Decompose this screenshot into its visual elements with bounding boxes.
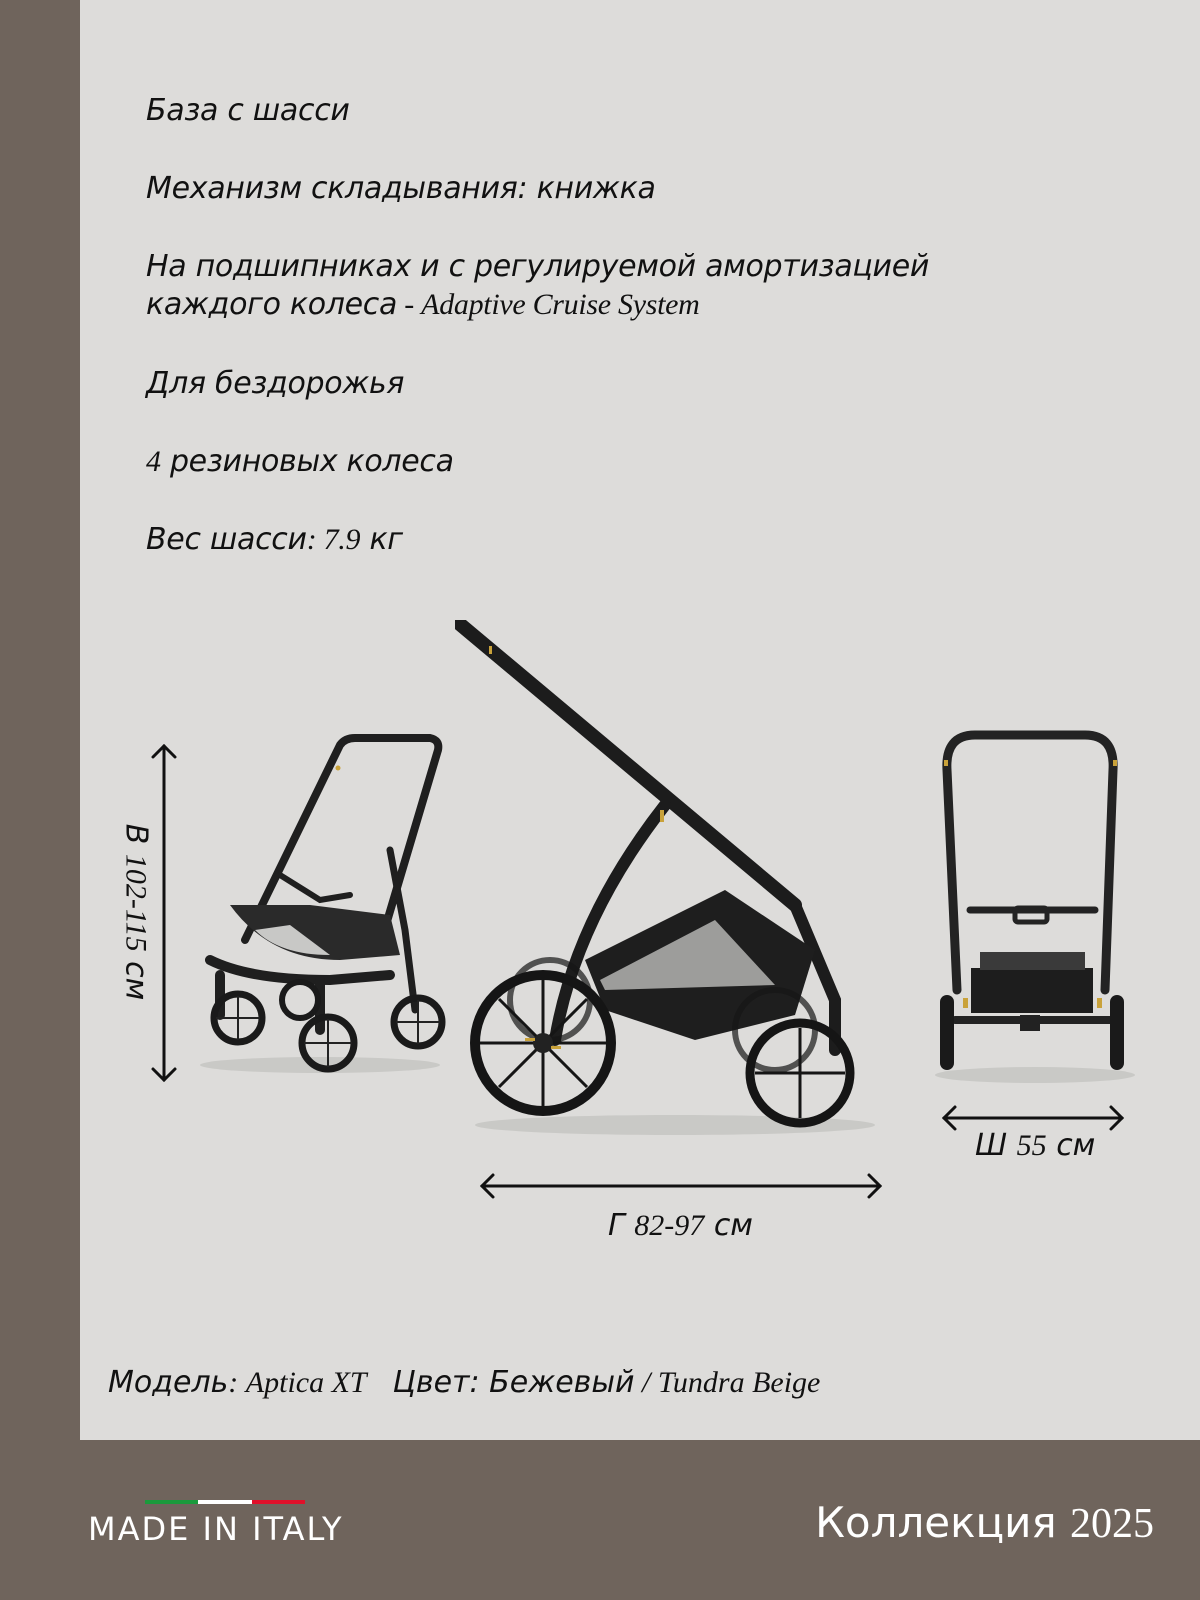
feature-base-chassis: База с шасси (146, 93, 350, 128)
italian-flag-stripe (145, 1500, 305, 1504)
model-label: Модель (108, 1365, 229, 1400)
model-value: : Aptica XT (228, 1366, 367, 1399)
dimension-depth-label: Г 82-97 см (608, 1208, 753, 1243)
stroller-three-quarter-image (190, 730, 450, 1080)
stroller-rear-image (935, 730, 1135, 1090)
stroller-side-image (455, 620, 885, 1140)
feature-fold-mechanism: Механизм складывания: книжка (146, 171, 656, 206)
collection-label: Коллекция 2025 (815, 1498, 1154, 1547)
color-label: Цвет: Бежевый (392, 1365, 635, 1400)
feature-offroad: Для бездорожья (146, 366, 405, 401)
color-value: / Tundra Beige (634, 1366, 821, 1399)
feature-suspension: На подшипниках и с регулируемой амортизацией каждого колеса - Adaptive Cruise System (146, 249, 930, 322)
made-in-italy-label: MADE IN ITALY (88, 1510, 344, 1548)
feature-weight: Вес шасси: 7.9 кг (146, 522, 403, 557)
model-info (108, 1365, 820, 1400)
feature-wheels: 4 резиновых колеса (146, 444, 454, 479)
dimension-height-label: В 102-115 см (118, 823, 154, 1001)
dimension-width-label: Ш 55 см (975, 1128, 1096, 1163)
feature-suspension-system-name: - Adaptive Cruise System (397, 288, 700, 321)
